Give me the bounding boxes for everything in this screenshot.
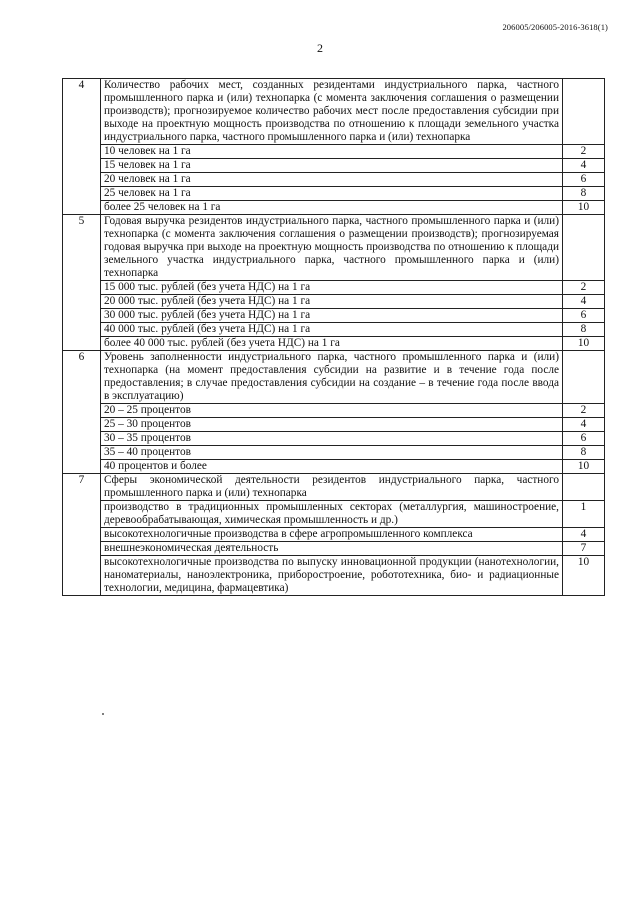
criterion-score: 10	[563, 556, 605, 596]
criterion-score: 10	[563, 337, 605, 351]
criterion-label: 15 человек на 1 га	[101, 159, 563, 173]
criterion-score: 10	[563, 201, 605, 215]
section-row-7	[63, 474, 605, 501]
criterion-score: 8	[563, 446, 605, 460]
table-row	[63, 418, 605, 432]
criterion-score: 10	[563, 460, 605, 474]
criterion-score: 2	[563, 281, 605, 295]
section-description: Уровень заполненности индустриального парка, частного промышленного парка и (или) технопарка (на момент предоставления субсидии на развитие и в течение года после предоставления; в случае предоставления субсидии на создание – в течение года после ввода в эксплуатацию)	[101, 351, 563, 404]
table-row	[63, 337, 605, 351]
criterion-label: производство в традиционных промышленных секторах (металлургия, машиностроение, деревообрабатывающая, химическая промышленность и др.)	[101, 501, 563, 528]
table-row	[63, 201, 605, 215]
criterion-label: высокотехнологичные производства в сфере агропромышленного комплекса	[101, 528, 563, 542]
section-number: 5	[63, 215, 101, 351]
table-row	[63, 159, 605, 173]
criterion-label: 20 – 25 процентов	[101, 404, 563, 418]
section-row-6	[63, 351, 605, 404]
criterion-label: высокотехнологичные производства по выпуску инновационной продукции (нанотехнологии, наноматериалы, наноэлектроника, приборостроение, робототехника, био- и радиационные технологии, медицина, фармацевтика)	[101, 556, 563, 596]
table-row	[63, 501, 605, 528]
criterion-score: 8	[563, 323, 605, 337]
table-row	[63, 145, 605, 159]
table-row	[63, 295, 605, 309]
criteria-table	[62, 78, 605, 596]
criterion-score: 6	[563, 173, 605, 187]
criterion-label: 40 процентов и более	[101, 460, 563, 474]
criterion-label: 20 человек на 1 га	[101, 173, 563, 187]
criterion-score: 6	[563, 432, 605, 446]
criterion-label: 30 000 тыс. рублей (без учета НДС) на 1 га	[101, 309, 563, 323]
table-row	[63, 432, 605, 446]
table-row	[63, 460, 605, 474]
section-row-5	[63, 215, 605, 281]
criterion-score: 8	[563, 187, 605, 201]
score-cell-empty	[563, 79, 605, 145]
score-cell-empty	[563, 474, 605, 501]
criterion-score: 4	[563, 418, 605, 432]
criterion-score: 2	[563, 145, 605, 159]
criterion-label: более 40 000 тыс. рублей (без учета НДС) на 1 га	[101, 337, 563, 351]
section-number: 4	[63, 79, 101, 215]
section-description: Количество рабочих мест, созданных резидентами индустриального парка, частного промышленного парка и (или) технопарка (с момента заключения соглашения о размещении производств); прогнозируемое количество рабочих мест после предоставления субсидии при выходе на проектную мощность производства по отношению к площади земельного участка индустриального парка, частного промышленного парка и (или) технопарка	[101, 79, 563, 145]
document-id: 206005/206005-2016-3618(1)	[502, 22, 608, 32]
criterion-label: 10 человек на 1 га	[101, 145, 563, 159]
section-description: Сферы экономической деятельности резидентов индустриального парка, частного промышленного парка и (или) технопарка	[101, 474, 563, 501]
table-row	[63, 281, 605, 295]
table-row	[63, 187, 605, 201]
score-cell-empty	[563, 215, 605, 281]
criterion-label: внешнеэкономическая деятельность	[101, 542, 563, 556]
section-description: Годовая выручка резидентов индустриального парка, частного промышленного парка и (или) технопарка (с момента заключения соглашения о размещении производств); прогнозируемая годовая выручка при выходе на проектную мощность производства по отношению к площади земельного участка индустриального парка, частного промышленного парка и (или) технопарка	[101, 215, 563, 281]
criterion-label: 15 000 тыс. рублей (без учета НДС) на 1 га	[101, 281, 563, 295]
criterion-score: 6	[563, 309, 605, 323]
section-number: 7	[63, 474, 101, 596]
table-row	[63, 556, 605, 596]
table-row	[63, 323, 605, 337]
table-row	[63, 542, 605, 556]
section-number: 6	[63, 351, 101, 474]
table-row	[63, 173, 605, 187]
section-row-4	[63, 79, 605, 145]
criterion-label: 40 000 тыс. рублей (без учета НДС) на 1 га	[101, 323, 563, 337]
criterion-score: 1	[563, 501, 605, 528]
criterion-score: 4	[563, 295, 605, 309]
criterion-label: 30 – 35 процентов	[101, 432, 563, 446]
criterion-label: 25 человек на 1 га	[101, 187, 563, 201]
scan-dot	[102, 713, 104, 715]
criterion-score: 4	[563, 528, 605, 542]
criterion-label: более 25 человек на 1 га	[101, 201, 563, 215]
page-number: 2	[317, 41, 323, 55]
score-cell-empty	[563, 351, 605, 404]
criterion-score: 7	[563, 542, 605, 556]
table-row	[63, 309, 605, 323]
table-row	[63, 446, 605, 460]
criterion-score: 4	[563, 159, 605, 173]
criterion-label: 35 – 40 процентов	[101, 446, 563, 460]
table-row	[63, 528, 605, 542]
criterion-label: 25 – 30 процентов	[101, 418, 563, 432]
table-row	[63, 404, 605, 418]
criterion-score: 2	[563, 404, 605, 418]
criterion-label: 20 000 тыс. рублей (без учета НДС) на 1 га	[101, 295, 563, 309]
